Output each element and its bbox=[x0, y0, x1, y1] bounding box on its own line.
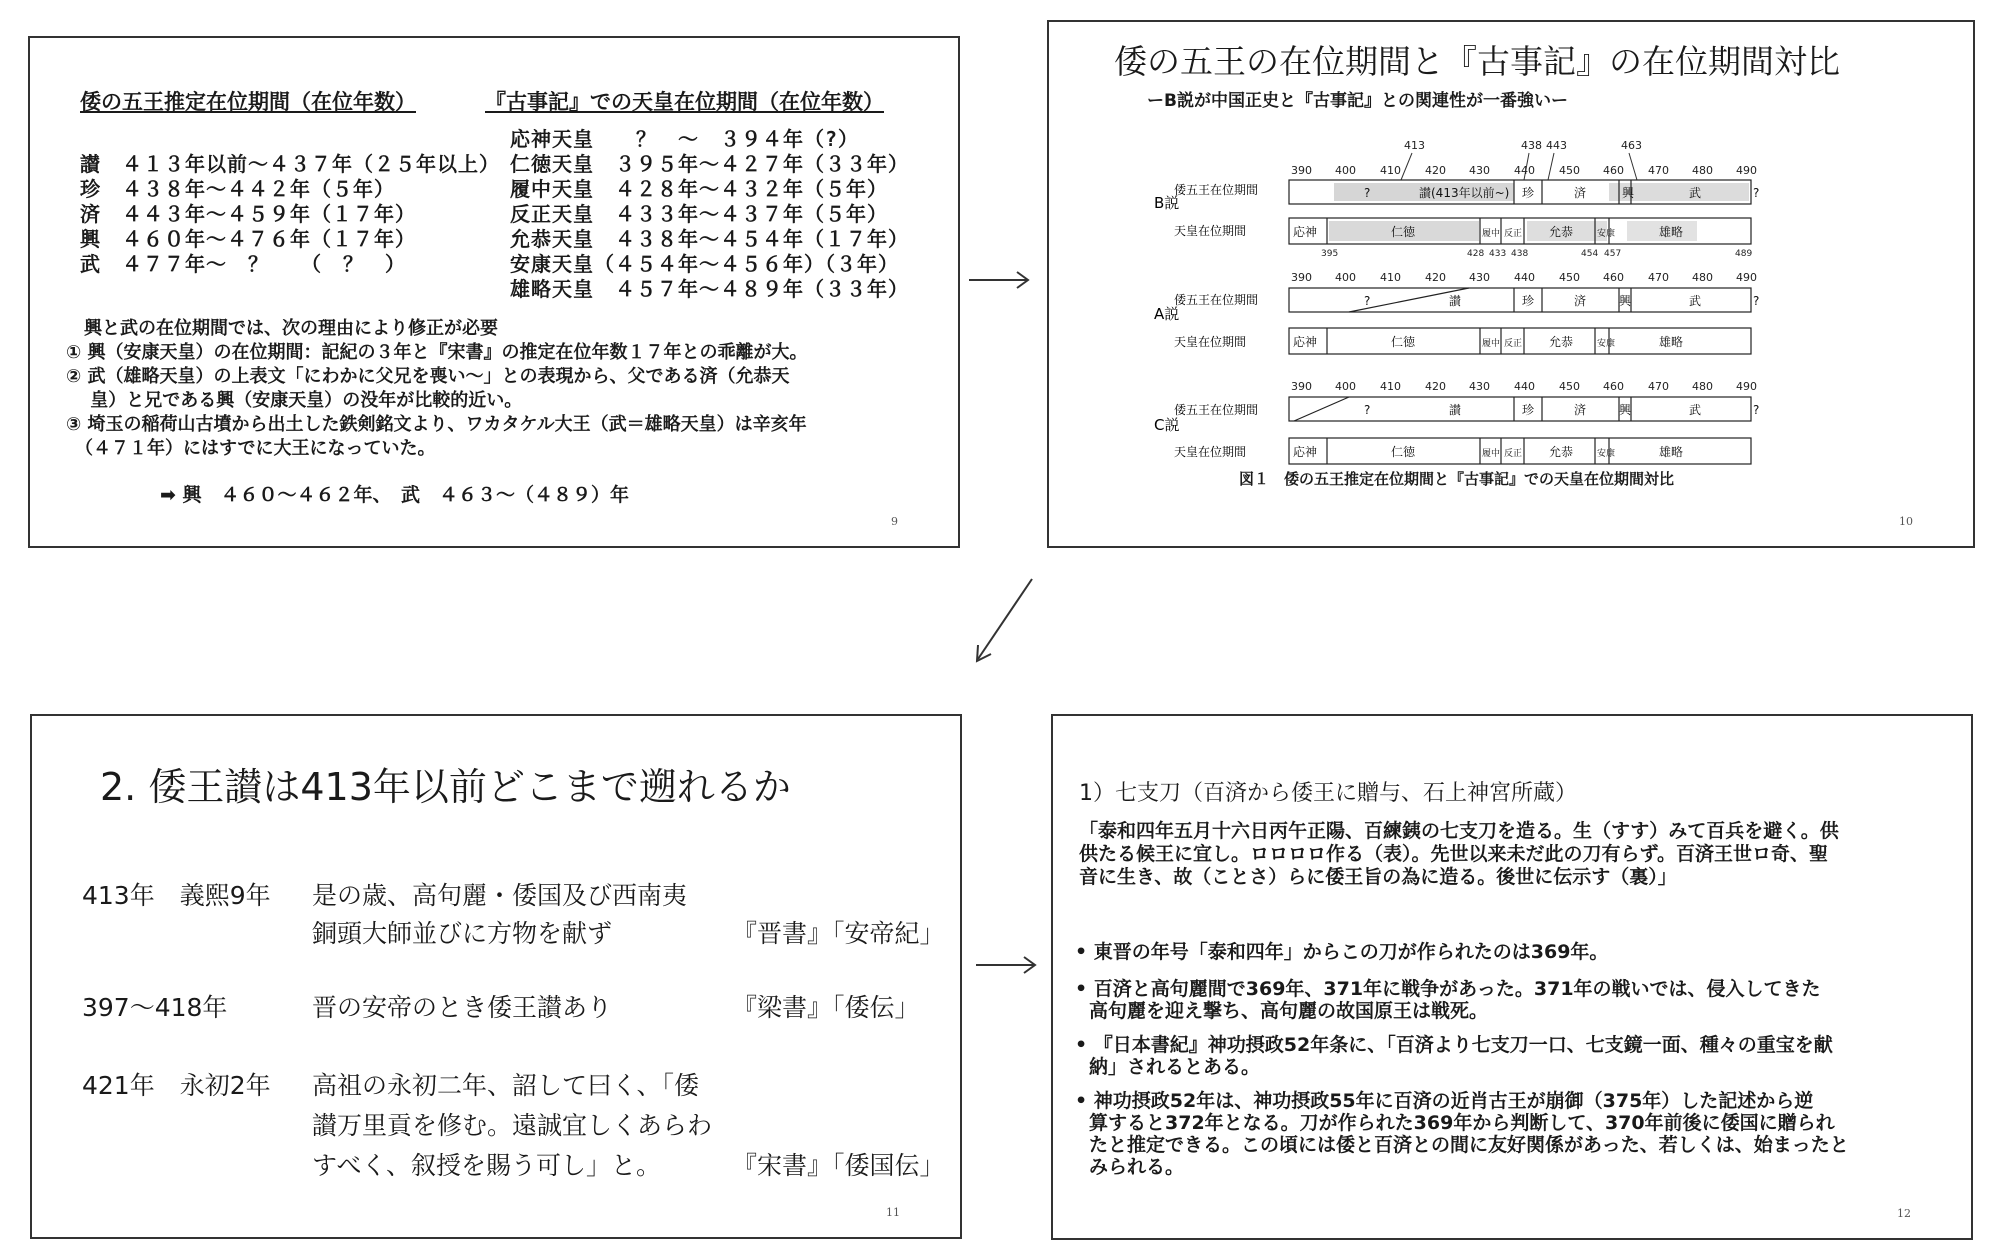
scale-year: 390 bbox=[1291, 380, 1312, 393]
entry-text: 高祖の永初二年、詔して曰く、「倭 bbox=[312, 1071, 700, 1100]
scale-year: 450 bbox=[1559, 271, 1580, 284]
king-row: 珍 ４３８年～４４２年（５年） bbox=[80, 177, 395, 201]
emperor-row: 仁徳天皇 ３９５年～４２７年（３３年） bbox=[510, 152, 909, 176]
slide-title: 倭の五王の在位期間と『古事記』の在位期間対比 bbox=[1114, 42, 1840, 81]
king-bar: ? bbox=[1364, 186, 1371, 200]
figure-caption: 図１ 倭の五王推定在位期間と『古事記』での天皇在位期間対比 bbox=[1239, 470, 1675, 488]
king-bar: 讃(413年以前~) bbox=[1419, 186, 1510, 200]
scale-year: 420 bbox=[1425, 164, 1446, 177]
king-bar: 珍 bbox=[1522, 403, 1535, 417]
emperor-bar: 允恭 bbox=[1549, 335, 1574, 349]
emperor-bar: 応神 bbox=[1293, 445, 1318, 459]
scale-year: 490 bbox=[1736, 164, 1757, 177]
slide-11 bbox=[30, 714, 962, 1239]
year-label: 489 bbox=[1735, 249, 1753, 259]
bullet-line: • 『日本書紀』神功摂政52年条に、「百済より七支刀一口、七支鏡一面、種々の重宝を献 bbox=[1075, 1034, 1833, 1056]
quote-line: 「泰和四年五月十六日丙午正陽、百練銕の七支刀を造る。生（すす）みて百兵を避く。供 bbox=[1079, 820, 1839, 842]
note-line: （４７１年）にはすでに大王になっていた。 bbox=[66, 438, 436, 459]
emperor-bar: 安康 bbox=[1597, 339, 1616, 349]
scale-year: 470 bbox=[1648, 271, 1669, 284]
scale-year: 470 bbox=[1648, 380, 1669, 393]
scale-year: 490 bbox=[1736, 271, 1757, 284]
king-row: 武 ４７７年～ ？ （ ？ ） bbox=[80, 252, 406, 276]
header-five-kings: 倭の五王推定在位期間（在位年数） bbox=[80, 90, 416, 114]
arrow-down-left-icon bbox=[970, 575, 1040, 665]
scale-year: 410 bbox=[1380, 380, 1401, 393]
year-label: 433 bbox=[1489, 249, 1507, 259]
scale-year: 450 bbox=[1559, 380, 1580, 393]
arrow-right-icon bbox=[972, 950, 1042, 980]
emperor-bar: 仁徳 bbox=[1391, 225, 1416, 239]
scale-year: 460 bbox=[1603, 380, 1624, 393]
emperor-bar: 仁徳 bbox=[1391, 445, 1416, 459]
emperor-bar: 允恭 bbox=[1549, 445, 1574, 459]
emperor-bar: 反正 bbox=[1504, 339, 1523, 349]
year-label: 395 bbox=[1321, 249, 1339, 259]
year-label: 413 bbox=[1404, 139, 1425, 152]
entry-text: 晋の安帝のとき倭王讃あり bbox=[312, 993, 613, 1022]
note-line: ③ 埼玉の稲荷山古墳から出土した鉄剣銘文より、ワカタケル大王（武＝雄略天皇）は辛亥年 bbox=[66, 414, 807, 435]
entry-text: 是の歳、高句麗・倭国及び西南夷 bbox=[312, 881, 688, 910]
scale-year: 480 bbox=[1692, 271, 1713, 284]
king-bar: 興 bbox=[1619, 403, 1632, 417]
bullet-line: • 百済と高句麗間で369年、371年に戦争があった。371年の戦いでは、侵入してきた bbox=[1075, 978, 1821, 1000]
king-bar: ? bbox=[1753, 403, 1760, 417]
king-row: 讃 ４１３年以前～４３７年（２５年以上） bbox=[80, 152, 500, 176]
bullet-line: 納」されるとある。 bbox=[1089, 1056, 1261, 1078]
king-bar: 興 bbox=[1622, 186, 1635, 200]
slide-9 bbox=[28, 36, 960, 548]
page-number: 9 bbox=[891, 515, 898, 528]
scale-year: 400 bbox=[1335, 271, 1356, 284]
slide-subtitle: ーB説が中国正史と『古事記』との関連性が一番強いー bbox=[1147, 91, 1568, 111]
scale-year: 400 bbox=[1335, 164, 1356, 177]
entry-year: 421年 永初2年 bbox=[82, 1071, 271, 1100]
note-intro: 興と武の在位期間では、次の理由により修正が必要 bbox=[66, 318, 498, 339]
note-line: ① 興（安康天皇）の在位期間：記紀の３年と『宋書』の推定在位年数１７年との乖離が大。 bbox=[66, 342, 808, 363]
scale-year: 400 bbox=[1335, 380, 1356, 393]
king-bar: 珍 bbox=[1522, 294, 1535, 308]
scale-year: 450 bbox=[1559, 164, 1580, 177]
emperor-row: 反正天皇 ４３３年～４３７年（５年） bbox=[510, 202, 888, 226]
slide-title: 1）七支刀（百済から倭王に贈与、石上神宮所蔵） bbox=[1079, 781, 1577, 806]
year-label: 443 bbox=[1546, 139, 1567, 152]
emperor-row: 安康天皇（４５４年～４５６年）（３年） bbox=[510, 252, 899, 276]
year-label: 454 bbox=[1581, 249, 1599, 259]
emperor-bar: 允恭 bbox=[1549, 225, 1574, 239]
scale-year: 430 bbox=[1469, 164, 1490, 177]
page-number: 11 bbox=[886, 1206, 900, 1219]
king-row: 興 ４６０年～４７６年（１７年） bbox=[80, 227, 416, 251]
bullet-line: みられる。 bbox=[1089, 1156, 1185, 1178]
scale-year: 390 bbox=[1291, 164, 1312, 177]
emperor-row: 雄略天皇 ４５７年～４８９年（３３年） bbox=[510, 277, 909, 301]
scale-year: 390 bbox=[1291, 271, 1312, 284]
conclusion: ➡ 興 ４６０～４６２年、 武 ４６３～（４８９）年 bbox=[160, 484, 630, 506]
king-bar: ? bbox=[1364, 294, 1371, 308]
page-number: 12 bbox=[1897, 1207, 1911, 1220]
emperor-bar: 履中 bbox=[1482, 449, 1501, 459]
theory-label: A説 bbox=[1154, 305, 1180, 323]
year-label: 438 bbox=[1511, 249, 1529, 259]
king-bar: 武 bbox=[1689, 403, 1702, 417]
emperor-bar: 雄略 bbox=[1659, 225, 1684, 239]
king-bar: ? bbox=[1753, 186, 1760, 200]
king-row: 済 ４４３年～４５９年（１７年） bbox=[80, 202, 416, 226]
scale-year: 490 bbox=[1736, 380, 1757, 393]
bullet-line: 算すると372年となる。刀が作られた369年から判断して、370年前後に倭国に贈られ bbox=[1089, 1112, 1835, 1134]
emperor-row: 応神天皇 ？ ～ ３９４年（?） bbox=[510, 127, 860, 151]
emperor-bar: 反正 bbox=[1504, 229, 1523, 239]
row-label: 天皇在位期間 bbox=[1174, 335, 1247, 349]
bullet-line: • 神功摂政52年は、神功摂政55年に百済の近肖古王が崩御（375年）した記述から逆 bbox=[1075, 1090, 1814, 1112]
emperor-bar: 応神 bbox=[1293, 225, 1318, 239]
quote-line: 供たる候王に宜し。ロロロロ作る（表）。先世以来未だ此の刀有らず。百済王世ロ奇、聖 bbox=[1079, 843, 1828, 865]
scale-year: 480 bbox=[1692, 380, 1713, 393]
scale-year: 420 bbox=[1425, 271, 1446, 284]
king-bar: 讃 bbox=[1449, 294, 1462, 308]
king-bar: 済 bbox=[1574, 403, 1587, 417]
king-bar: 讃 bbox=[1449, 403, 1462, 417]
emperor-bar: 履中 bbox=[1482, 339, 1501, 349]
scale-year: 460 bbox=[1603, 271, 1624, 284]
emperor-row: 允恭天皇 ４３８年～４５４年（１７年） bbox=[510, 227, 909, 251]
king-bar: 済 bbox=[1574, 294, 1587, 308]
quote-line: 音に生き、故（ことさ）らに倭王旨の為に造る。後世に伝示す（裏）」 bbox=[1079, 866, 1677, 888]
king-bar: 珍 bbox=[1522, 186, 1535, 200]
slide-title: 2. 倭王讃は413年以前どこまで遡れるか bbox=[100, 765, 791, 809]
row-label: 倭五王在位期間 bbox=[1174, 183, 1259, 197]
king-bar: 武 bbox=[1689, 186, 1702, 200]
king-bar: 済 bbox=[1574, 186, 1587, 200]
year-label: 438 bbox=[1521, 139, 1542, 152]
scale-year: 430 bbox=[1469, 380, 1490, 393]
emperor-bar: 反正 bbox=[1504, 449, 1523, 459]
scale-year: 430 bbox=[1469, 271, 1490, 284]
emperor-row: 履中天皇 ４２８年～４３２年（５年） bbox=[510, 177, 888, 201]
scale-year: 440 bbox=[1514, 380, 1535, 393]
slide-10 bbox=[1047, 20, 1975, 548]
entry-source: 『梁書』「倭伝」 bbox=[732, 993, 920, 1022]
page-number: 10 bbox=[1899, 515, 1913, 528]
emperor-bar: 雄略 bbox=[1659, 445, 1684, 459]
emperor-bar: 安康 bbox=[1597, 229, 1616, 239]
scale-year: 440 bbox=[1514, 164, 1535, 177]
scale-year: 440 bbox=[1514, 271, 1535, 284]
entry-source: 『晋書』「安帝紀」 bbox=[732, 919, 945, 948]
entry-text: 讃万里貢を修む。遠誠宜しくあらわ bbox=[312, 1111, 713, 1140]
row-label: 天皇在位期間 bbox=[1174, 445, 1247, 459]
bullet-line: 高句麗を迎え撃ち、高句麗の故国原王は戦死。 bbox=[1089, 1000, 1489, 1022]
scale-year: 480 bbox=[1692, 164, 1713, 177]
emperor-bar: 安康 bbox=[1597, 449, 1616, 459]
entry-year: 413年 義熙9年 bbox=[82, 881, 271, 910]
bullet-line: たと推定できる。この頃には倭と百済との間に友好関係があった、若しくは、始まったと bbox=[1089, 1134, 1849, 1156]
king-bar: ? bbox=[1364, 403, 1371, 417]
scale-year: 470 bbox=[1648, 164, 1669, 177]
year-label: 457 bbox=[1604, 249, 1622, 259]
entry-text: すべく、叙授を賜う可し」と。 bbox=[312, 1151, 662, 1180]
year-label: 463 bbox=[1621, 139, 1642, 152]
note-line: ② 武（雄略天皇）の上表文「にわかに父兄を喪い～」との表現から、父である済（允恭天 bbox=[66, 366, 790, 387]
king-bar: 興 bbox=[1619, 294, 1632, 308]
row-label: 倭五王在位期間 bbox=[1174, 293, 1259, 307]
scale-year: 410 bbox=[1380, 164, 1401, 177]
theory-label: B説 bbox=[1154, 194, 1180, 212]
note-line: 皇）と兄である興（安康天皇）の没年が比較的近い。 bbox=[66, 390, 523, 411]
king-bar: 武 bbox=[1689, 294, 1702, 308]
emperor-bar: 応神 bbox=[1293, 335, 1318, 349]
scale-year: 460 bbox=[1603, 164, 1624, 177]
arrow-right-icon bbox=[965, 265, 1035, 295]
entry-text: 銅頭大師並びに方物を献ず bbox=[312, 919, 613, 948]
entry-year: 397～418年 bbox=[82, 993, 228, 1022]
year-label: 428 bbox=[1467, 249, 1485, 259]
row-label: 倭五王在位期間 bbox=[1174, 403, 1259, 417]
emperor-bar: 履中 bbox=[1482, 229, 1501, 239]
scale-year: 420 bbox=[1425, 380, 1446, 393]
emperor-bar: 仁徳 bbox=[1391, 335, 1416, 349]
bullet-line: • 東晋の年号「泰和四年」からこの刀が作られたのは369年。 bbox=[1075, 941, 1609, 963]
king-bar: ? bbox=[1753, 294, 1760, 308]
entry-source: 『宋書』「倭国伝」 bbox=[732, 1151, 945, 1180]
header-kojiki-emperors: 『古事記』での天皇在位期間（在位年数） bbox=[485, 90, 884, 114]
emperor-bar: 雄略 bbox=[1659, 335, 1684, 349]
theory-label: C説 bbox=[1154, 416, 1180, 434]
slide-12 bbox=[1051, 714, 1973, 1240]
scale-year: 410 bbox=[1380, 271, 1401, 284]
row-label: 天皇在位期間 bbox=[1174, 224, 1247, 238]
